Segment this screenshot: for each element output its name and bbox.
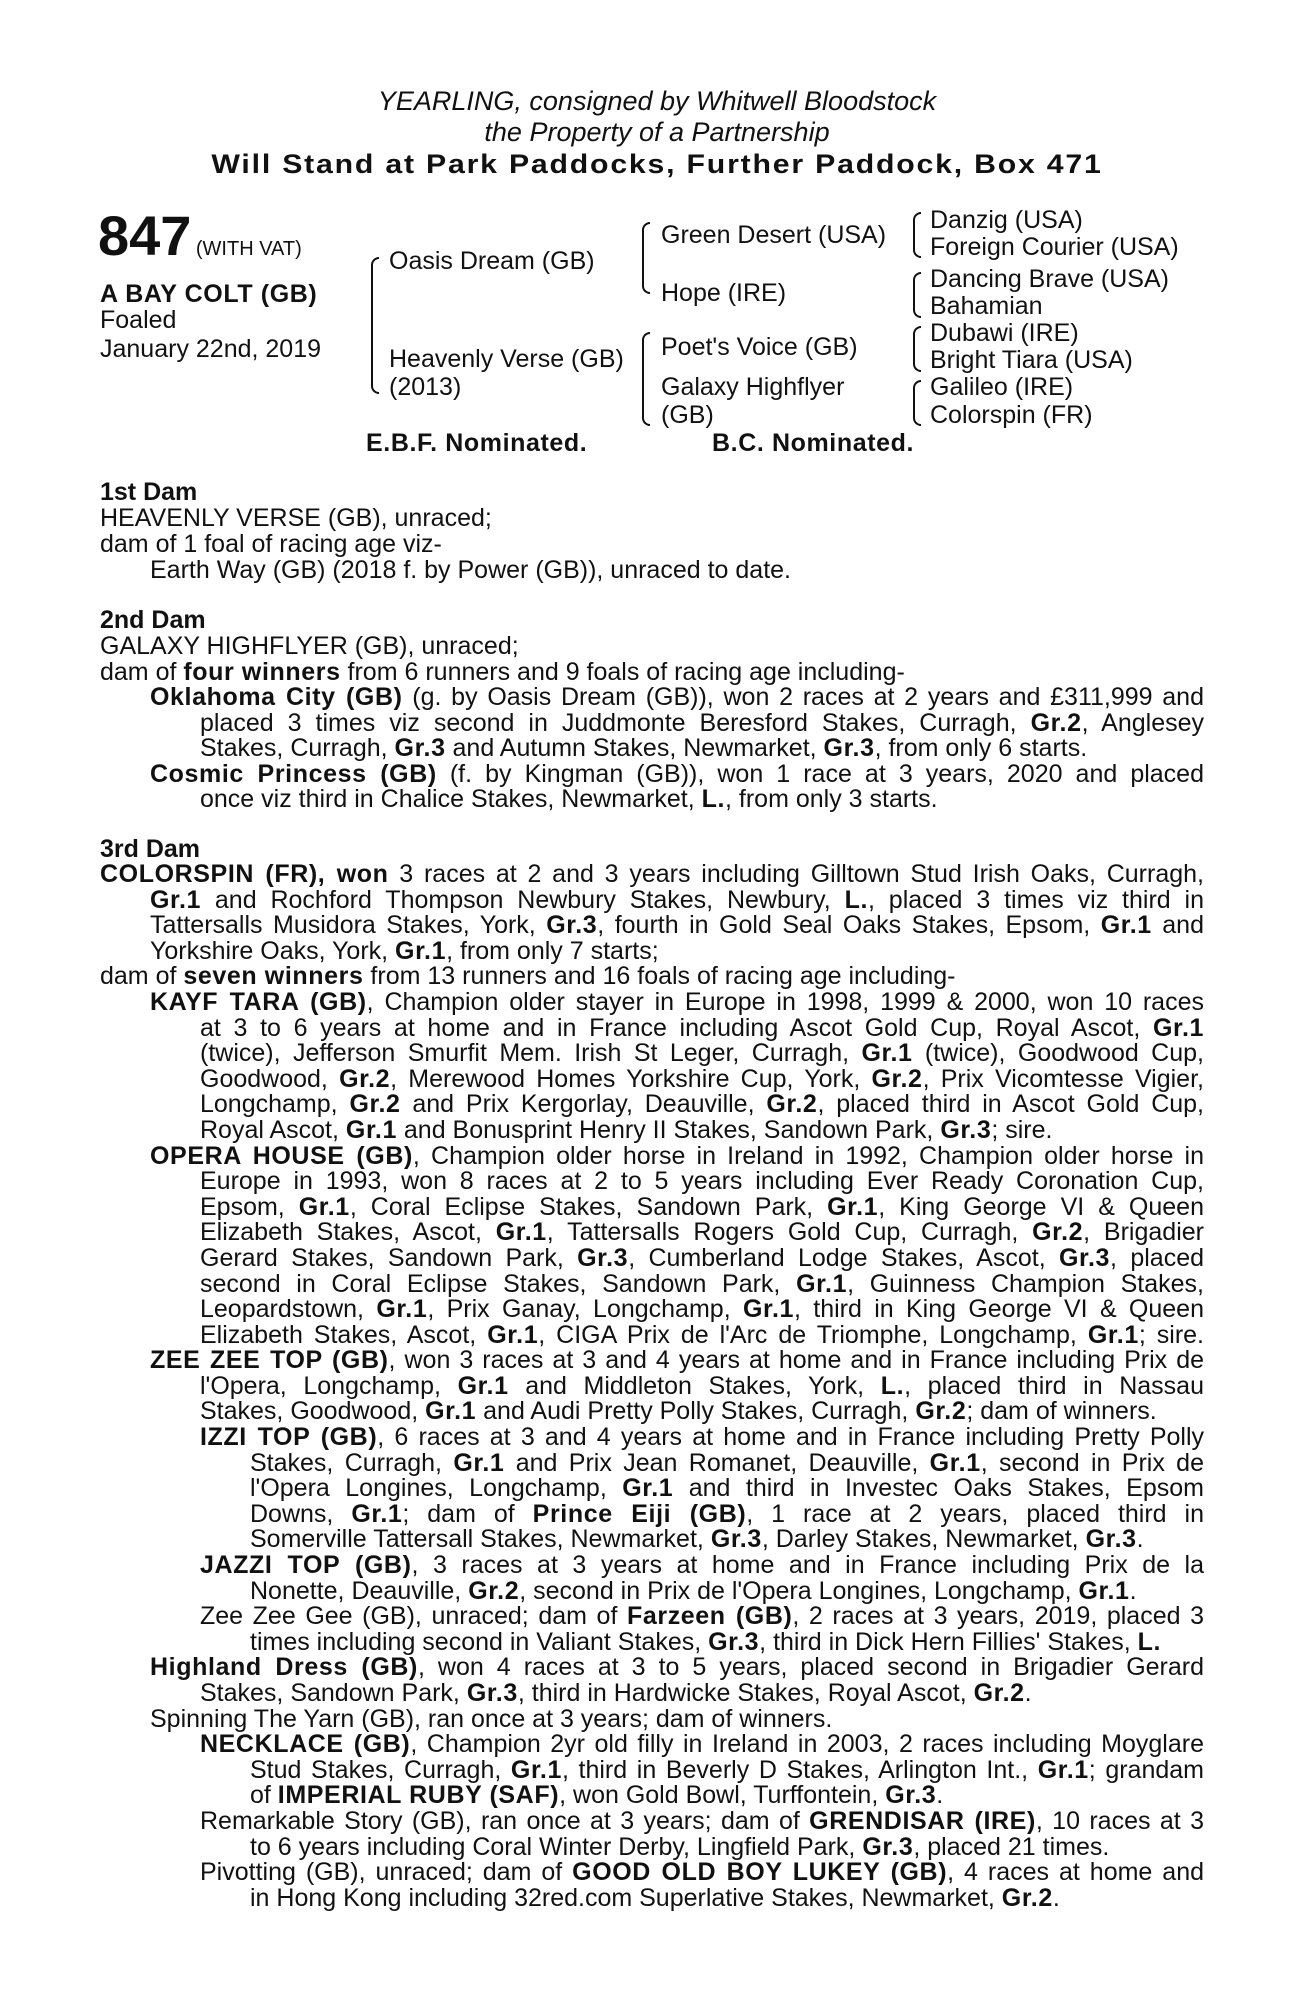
produce-entry: KAYF TARA (GB), Champion older stayer in Europe in 1998, 1999 & 2000, won 10 races at 3 to 6 years at home and in France including Ascot Gold Cup, Royal Ascot, Gr.1 (twice), Jefferson Smurfit Mem. Irish St Leger, Curragh, Gr.1 (twice), Goodwood Cup, Goodwood, Gr.2, Merewood Homes Yorkshire Cup, York, Gr.2, Prix Vicomtesse Vigier, Longchamp, Gr.2 and Prix Kergorlay, Deauville, Gr.2, placed third in Ascot Gold Cup, Royal Ascot, Gr.1 and Bonusprint Henry II Stakes, Sandown Park, Gr.3; sire. [150,987,1205,1144]
pedigree-dds: Galileo (IRE) [930,373,1074,401]
pedigree-brace [642,332,650,426]
first-dam-title: 1st Dam [100,478,198,506]
third-dam-race-record: COLORSPIN (FR), won 3 races at 2 and 3 years including Gilltown Stud Irish Oaks, Curragh, Gr.1 and Rochford Thompson Newbury Stakes, Newbury, L., placed 3 times viz third in Tattersalls Musidora Stakes, York, Gr.3, fourth in Gold Seal Oaks Stakes, Epsom, Gr.1 and Yorkshire Oaks, York, Gr.1, from only 7 starts; dam of seven winners from 13 runners and 16 foals of racing age including- [100,860,1204,991]
second-dam-title: 2nd Dam [100,606,206,634]
pedigree-dam: Heavenly Verse (GB) [389,345,624,373]
first-dam-section [100,479,1200,583]
pedigree-brace [642,222,650,294]
produce-entry: Pivotting (GB), unraced; dam of GOOD OLD BOY LUKEY (GB), 4 races at home and in Hong Kong including 32red.com Superlative Stakes, Newmarket, Gr.2. [200,1858,1204,1912]
produce-entry: IZZI TOP (GB), 6 races at 3 and 4 years at home and in France including Pretty Polly Stakes, Curragh, Gr.1 and Prix Jean Romanet, Deauville, Gr.1, second in Prix de l'Opera Longines, Longchamp, Gr.1 and third in Investec Oaks Stakes, Epsom Downs, Gr.1; dam of Prince Eiji (GB), 1 race at 2 years, placed third in Somerville Tattersall Stakes, Newmarket, Gr.3, Darley Stakes, Newmarket, Gr.3. [200,1423,1205,1554]
vat-note: (WITH VAT) [195,238,302,260]
property-line: the Property of a Partnership [484,117,830,147]
pedigree-dsd: Bright Tiara (USA) [930,346,1133,374]
pedigree-dam-year: (2013) [389,373,462,401]
pedigree-brace [913,212,921,258]
third-dam-title: 3rd Dam [100,835,201,863]
first-dam-line: dam of 1 foal of racing age viz- [100,530,442,558]
pedigree-sire-sire: Green Desert (USA) [661,221,887,249]
pedigree-sire: Oasis Dream (GB) [389,247,595,275]
first-dam-line: HEAVENLY VERSE (GB), unraced; [100,504,492,532]
pedigree-dam-sire: Poet's Voice (GB) [661,333,858,361]
lot-header [98,204,302,267]
pedigree-ssd: Foreign Courier (USA) [930,233,1179,261]
pedigree-brace [913,326,921,372]
pedigree-brace [913,380,921,426]
consignor-line: YEARLING, consigned by Whitwell Bloodstock [377,86,937,116]
lot-name: A BAY COLT (GB) [100,280,318,308]
produce-entry: Spinning The Yarn (GB), ran once at 3 years; dam of winners. NECKLACE (GB), Champion 2yr old filly in Ireland in 2003, 2 races including Moyglare Stud Stakes, Curragh, Gr.1, third in Beverly D Stakes, Arlington Int., Gr.1; grandam of IMPERIAL RUBY (SAF), won Gold Bowl, Turffontein, Gr.3. Remarkable Story (GB), ran once at 3 years; dam of GRENDISAR (IRE), 10 races at 3 to 6 years including Coral Winter Derby, Lingfield Park, Gr.3, placed 21 times. Pivotting (GB), unraced; dam of GOOD OLD BOY LUKEY (GB), 4 races at home and in Hong Kong including 32red.com Superlative Stakes, Newmarket, Gr.2. [150,1704,1204,1912]
produce-entry: Remarkable Story (GB), ran once at 3 years; dam of GRENDISAR (IRE), 10 races at 3 to 6 years including Coral Winter Derby, Lingfield Park, Gr.3, placed 21 times. [200,1806,1204,1861]
produce-entry: JAZZI TOP (GB), 3 races at 3 years at home and in France including Prix de la Nonette, Deauville, Gr.2, second in Prix de l'Opera Longines, Longchamp, Gr.1. [200,1551,1204,1605]
pedigree-brace [913,272,921,318]
produce-entry: NECKLACE (GB), Champion 2yr old filly in Ireland in 2003, 2 races including Moyglare Stud Stakes, Curragh, Gr.1, third in Beverly D Stakes, Arlington Int., Gr.1; grandam of IMPERIAL RUBY (SAF), won Gold Bowl, Turffontein, Gr.3. [200,1730,1204,1810]
foaled-label: Foaled [100,306,177,334]
produce-entry: Zee Zee Gee (GB), unraced; dam of Farzeen (GB), 2 races at 3 years, 2019, placed 3 times including second in Valiant Stakes, Gr.3, third in Dick Hern Fillies' Stakes, L. [200,1602,1205,1656]
pedigree-dam-dam-suffix: (GB) [661,401,714,429]
pedigree-dam-dam: Galaxy Highflyer [661,373,845,401]
pedigree-sds: Dancing Brave (USA) [930,265,1169,293]
pedigree-sss: Danzig (USA) [930,206,1083,234]
pedigree-ddd: Colorspin (FR) [930,401,1093,429]
pedigree-sire-dam: Hope (IRE) [661,279,787,307]
foaled-date: January 22nd, 2019 [100,335,322,363]
third-dam-section [100,835,1205,1912]
produce-entry: ZEE ZEE TOP (GB), won 3 races at 3 and 4 years at home and in France including Prix de l'Opera, Longchamp, Gr.1 and Middleton Stakes, York, L., placed third in Nassau Stakes, Goodwood, Gr.1 and Audi Pretty Polly Stakes, Curragh, Gr.2; dam of winners. IZZI TOP (GB), 6 races at 3 and 4 years at home and in France including Pretty Polly Stakes, Curragh, Gr.1 and Prix Jean Romanet, Deauville, Gr.1, second in Prix de l'Opera Longines, Longchamp, Gr.1 and third in Investec Oaks Stakes, Epsom Downs, Gr.1; dam of Prince Eiji (GB), 1 race at 2 years, placed third in Somerville Tattersall Stakes, Newmarket, Gr.3, Darley Stakes, Newmarket, Gr.3. JAZZI TOP (GB), 3 races at 3 years at home and in France including Prix de la Nonette, Deauville, Gr.2, second in Prix de l'Opera Longines, Longchamp, Gr.1. Zee Zee Gee (GB), unraced; dam of Farzeen (GB), 2 races at 3 years, 2019, placed 3 times including second in Valiant Stakes, Gr.3, third in Dick Hern Fillies' Stakes, L. [150,1346,1205,1656]
produce-entry: Cosmic Princess (GB) (f. by Kingman (GB)), won 1 race at 3 years, 2020 and placed once viz third in Chalice Stakes, Newmarket, L., from only 3 starts. [150,759,1204,814]
lot-number: 847 [98,204,192,267]
pedigree-sdd: Bahamian [930,292,1043,320]
ebf-nominated: E.B.F. Nominated. [366,429,588,457]
produce-entry: OPERA HOUSE (GB), Champion older horse in Ireland in 1992, Champion older horse in Europe in 1993, won 8 races at 2 to 5 years including Ever Ready Coronation Cup, Epsom, Gr.1, Coral Eclipse Stakes, Sandown Park, Gr.1, King George VI & Queen Elizabeth Stakes, Ascot, Gr.1, Tattersalls Rogers Gold Cup, Curragh, Gr.2, Brigadier Gerard Stakes, Sandown Park, Gr.3, Cumberland Lodge Stakes, Ascot, Gr.3, placed second in Coral Eclipse Stakes, Sandown Park, Gr.1, Guinness Champion Stakes, Leopardstown, Gr.1, Prix Ganay, Longchamp, Gr.1, third in King George VI & Queen Elizabeth Stakes, Ascot, Gr.1, CIGA Prix de l'Arc de Triomphe, Longchamp, Gr.1; sire. [150,1141,1205,1349]
produce-entry: Oklahoma City (GB) (g. by Oasis Dream (GB)), won 2 races at 2 years and £311,999 and placed 3 times viz second in Juddmonte Beresford Stakes, Curragh, Gr.2, Anglesey Stakes, Curragh, Gr.3 and Autumn Stakes, Newmarket, Gr.3, from only 6 starts. [150,683,1205,763]
pedigree-brace [371,257,379,394]
second-dam-produce-summary: dam of four winners from 6 runners and 9 foals of racing age including- [100,658,905,686]
second-dam-line: GALAXY HIGHFLYER (GB), unraced; [100,632,519,660]
second-dam-section [100,606,1205,814]
stand-location-line: Will Stand at Park Paddocks, Further Paddock, Box 471 [211,149,1103,179]
bc-nominated: B.C. Nominated. [712,429,915,457]
pedigree-dss: Dubawi (IRE) [930,319,1079,347]
first-dam-produce: Earth Way (GB) (2018 f. by Power (GB)), unraced to date. [150,556,791,584]
produce-entry: Highland Dress (GB), won 4 races at 3 to 5 years, placed second in Brigadier Gerard Stakes, Sandown Park, Gr.3, third in Hardwicke Stakes, Royal Ascot, Gr.2. [150,1653,1204,1707]
